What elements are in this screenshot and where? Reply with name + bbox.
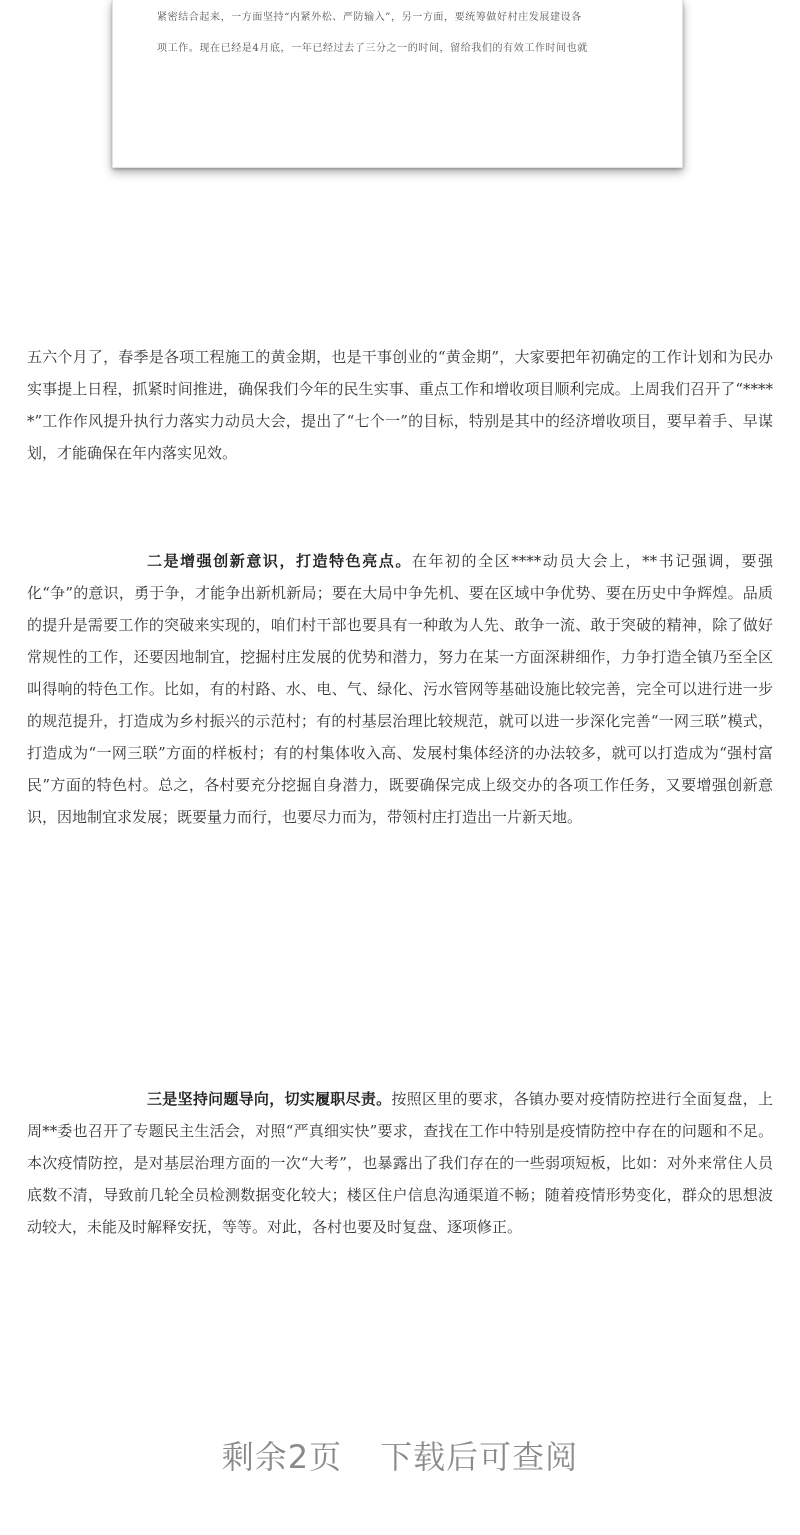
paragraph-3 [27, 1083, 773, 1243]
download-hint-text: 下载后可查阅 [380, 1438, 579, 1476]
paragraph-3-body: 按照区里的要求，各镇办要对疫情防控进行全面复盘，上周**委也召开了专题民主生活会，对照“严真细实快”要求，查找在工作中特别是疫情防控中存在的问题和不足。本次疫情防控，是对基层治理方面的一次“大考”，也暴露出了我们存在的一些弱项短板，比如：对外来常住人员底数不清，导致前几轮全员检测数据变化较大；楼区住户信息沟通渠道不畅；随着疫情形势变化，群众的思想波动较大，未能及时解释安抚，等等。对此，各村也要及时复盘、逐项修正。 [27, 1090, 773, 1236]
preview-line-2: 项工作。现在已经是4月底，一年已经过去了三分之一的时间，留给我们的有效工作时间也就 [157, 43, 588, 54]
remaining-pages-text: 剩余2页 [221, 1438, 343, 1476]
paragraph-3-heading: 三是坚持问题导向，切实履职尽责。 [147, 1090, 392, 1108]
paragraph-1: 五六个月了，春季是各项工程施工的黄金期，也是干事创业的“黄金期”，大家要把年初确定的工作计划和为民办实事提上日程，抓紧时间推进，确保我们今年的民生实事、重点工作和增收项目顺利完成。上周我们召开了“*****”工作作风提升执行力落实力动员大会，提出了“七个一”的目标，特别是其中的经济增收项目，要早着手、早谋划，才能确保在年内落实见效。 [27, 348, 773, 462]
paragraph-2-heading: 二是增强创新意识，打造特色亮点。 [147, 552, 412, 570]
paragraph-2-body: 在年初的全区****动员大会上，**书记强调，要强化“争”的意识，勇于争，才能争出新机新局；要在大局中争先机、要在区域中争优势、要在历史中争辉煌。品质的提升是需要工作的突破来实现的，咱们村干部也要具有一种敢为人先、敢争一流、敢于突破的精神，除了做好常规性的工作，还要因地制宜，挖掘村庄发展的优势和潜力，努力在某一方面深耕细作，力争打造全镇乃至全区叫得响的特色工作。比如，有的村路、水、电、气、绿化、污水管网等基础设施比较完善，完全可以进行进一步的规范提升，打造成为乡村振兴的示范村；有的村基层治理比较规范，就可以进一步深化完善“一网三联”模式，打造成为“一网三联”方面的样板村；有的村集体收入高、发展村集体经济的办法较多，就可以打造成为“强村富民”方面的特色村。总之，各村要充分挖掘自身潜力，既要确保完成上级交办的各项工作任务，又要增强创新意识，因地制宜求发展；既要量力而行，也要尽力而为，带领村庄打造出一片新天地。 [27, 552, 773, 826]
preview-line-1: 紧密结合起来，一方面坚持“内紧外松、严防输入”，另一方面，要统筹做好村庄发展建设各 [157, 12, 582, 23]
paragraph-2 [27, 545, 773, 833]
preview-page-card [112, 0, 683, 168]
download-more-banner[interactable] [0, 1432, 800, 1482]
